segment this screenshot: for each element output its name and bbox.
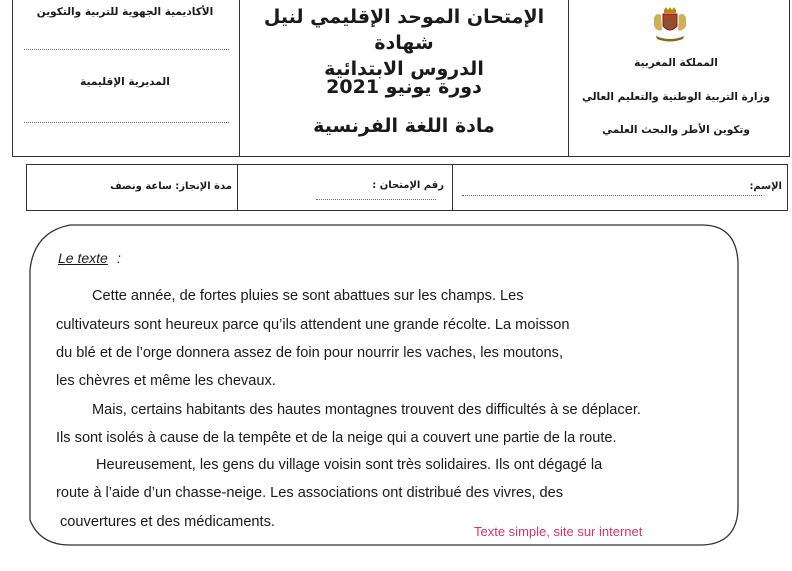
kingdom-label: المملكة المغربية bbox=[634, 57, 718, 69]
exam-number-label: رقم الإمتحان : bbox=[372, 180, 444, 191]
academy-label: الأكاديمية الجهوية للتربية والتكوين bbox=[36, 6, 214, 18]
text-line: route à l’aide d’un chasse-neige. Les associations ont distribué des vivres, des bbox=[56, 485, 564, 501]
text-line: du blé et de l’orge donnera assez de foin pour nourrir les vaches, les moutons, bbox=[56, 345, 564, 361]
exam-title-line1: الإمتحان الموحد الإقليمي لنيل شهادة bbox=[263, 6, 545, 54]
text-line: Mais, certains habitants des hautes montagnes trouvent des difficultés à se déplacer. bbox=[92, 402, 641, 418]
ministry-label-line1: وزارة التربية الوطنية والتعليم العالي bbox=[581, 91, 770, 103]
text-line: Ils sont isolés à cause de la tempête et de la neige qui a couvert une partie de la route. bbox=[56, 430, 617, 446]
text-source: Texte simple, site sur internet bbox=[474, 524, 643, 539]
duration-label: مدة الإنجاز: ساعة ونصف bbox=[110, 181, 232, 192]
exam-subject: مادة اللغة الفرنسية bbox=[313, 115, 495, 137]
text-line: Heureusement, les gens du village voisin sont très solidaires. Ils ont dégagé la bbox=[96, 457, 603, 473]
text-line: Cette année, de fortes pluies se sont abattues sur les champs. Les bbox=[92, 288, 524, 304]
text-line: cultivateurs sont heureux parce qu’ils attendent une grande récolte. La moisson bbox=[56, 317, 570, 333]
exam-title-line2: الدروس الابتدائية bbox=[324, 58, 484, 80]
exam-session: دورة يونيو 2021 bbox=[326, 76, 482, 98]
ministry-label-line2: وتكوين الأطر والبحث العلمي bbox=[602, 124, 750, 136]
text-heading: Le texte bbox=[58, 250, 108, 266]
candidate-name-label: الإسم: bbox=[749, 181, 782, 192]
text-line: les chèvres et même les chevaux. bbox=[56, 373, 276, 389]
text-line: couvertures et des médicaments. bbox=[60, 514, 275, 530]
text-heading-colon: : bbox=[117, 250, 121, 266]
directorate-label: المديرية الإقليمية bbox=[80, 76, 170, 88]
